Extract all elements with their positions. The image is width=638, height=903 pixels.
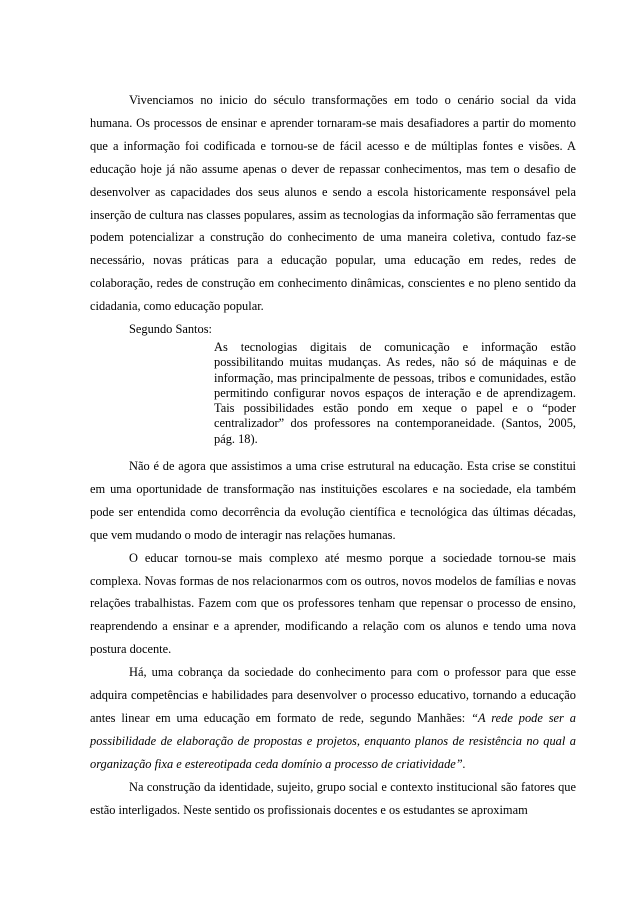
paragraph-1: Vivenciamos no inicio do século transformações em todo o cenário social da vida humana. Os processos de ensinar e aprender tornaram-se mais desafiadores a partir do momento que a informação foi codificada e tornou-se de fácil acesso e de múltiplas fontes e visões. A educação hoje já não assume apenas o dever de repassar conhecimentos, mas tem o desafio de desenvolver as capacidades dos seus alunos e sendo a escola historicamente responsável pela inserção de cultura nas classes populares, assim as tecnologias da informação são ferramentas que podem potencializar a construção do conhecimento de uma maneira coletiva, contudo faz-se necessário, novas práticas para a educação popular, uma educação em redes, redes de colaboração, redes de construção em conhecimento dinâmicas, conscientes e no pleno sentido da cidadania, como educação popular. [90,93,576,314]
paragraph-4-citation: “A rede pode ser a possibilidade de elaboração de propostas e projetos, enquanto planos de resistência no qual a organização fixa e estereotipada ceda domínio a processo de criatividade”. [90,711,576,771]
paragraph-4 [90,661,576,776]
paragraph-2: Não é de agora que assistimos a uma crise estrutural na educação. Esta crise se constitui em uma oportunidade de transformação nas instituições escolares e na sociedade, ela também pode ser entendida como decorrência da evolução científica e tecnológica das últimas décadas, que vem mudando o modo de interagir nas relações humanas. [90,459,576,542]
paragraph-3: O educar tornou-se mais complexo até mesmo porque a sociedade tornou-se mais complexa. Novas formas de nos relacionarmos com os outros, novos modelos de famílias e novas relações trabalhistas. Fazem com que os professores tenham que repensar o processo de ensino, reaprendendo a ensinar e a aprender, modificando a relação com os alunos e tendo uma nova postura docente. [90,550,576,657]
paragraph-4-text: Há, uma cobrança da sociedade do conhecimento para com o professor para que esse adquira competências e habilidades para desenvolver o processo educativo, tornando a educação antes linear em uma educação em formato de rede, segundo Manhães: [90,665,576,726]
page-body [90,89,576,822]
quote-intro: Segundo Santos: [129,322,212,337]
paragraph-5: Na construção da identidade, sujeito, grupo social e contexto institucional são fatores que estão interligados. Neste sentido os profissionais docentes e os estudantes se aproximam [90,779,576,817]
block-quote-santos: As tecnologias digitais de comunicação e informação estão possibilitando muitas mudanças. As redes, não só de máquinas e de informação, mas principalmente de pessoas, tribos e comunidades, estão permitindo configurar novos espaços de interação e de aprendizagem. Tais possibilidades estão pondo em xeque o papel e o “poder centralizador” dos professores na contemporaneidade. (Santos, 2005, pág. 18). [214,339,576,446]
